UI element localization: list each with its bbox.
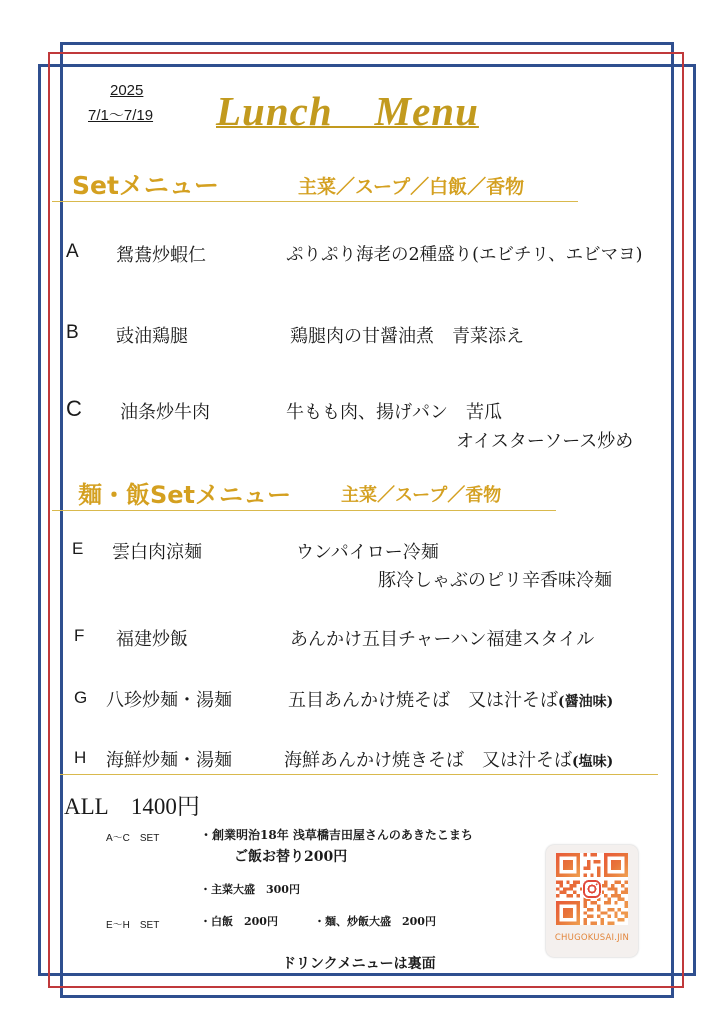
noodle-section-divider (52, 510, 556, 511)
item-desc-note: (塩味) (572, 754, 614, 770)
qr-card[interactable] (546, 845, 638, 957)
item-desc-2: 豚冷しゃぶのピリ辛香味冷麺 (378, 570, 612, 591)
item-letter: C (66, 396, 82, 421)
page-title: Lunch Menu (216, 88, 479, 134)
noodle-section-title: 麺・飯Setメニュー (78, 481, 292, 509)
item-desc-text: 海鮮あんかけ焼きそば 又は汁そば (284, 750, 572, 771)
price: ALL 1400円 (64, 794, 200, 819)
item-desc: 鶏腿肉の甘醤油煮 青菜添え (290, 326, 524, 347)
qr-label: CHUGOKUSAI.JIN (554, 933, 630, 943)
set-section-subtitle: 主菜／スープ／白飯／香物 (298, 176, 525, 198)
eh-set-label: E～H SET (106, 920, 160, 931)
year: 2025 (110, 82, 144, 99)
item-name: 豉油鶏腿 (116, 326, 188, 347)
period: 7/1～7/19 (88, 107, 154, 124)
item-desc-text: 五目あんかけ焼そば 又は汁そば (288, 690, 558, 711)
qr-code[interactable] (556, 853, 628, 925)
noodle-section-subtitle: 主菜／スープ／香物 (341, 485, 502, 506)
item-desc: 牛もも肉、揚げパン 苦瓜 (286, 402, 502, 423)
item-name: 鴛鴦炒蝦仁 (116, 245, 206, 266)
item-desc: ウンパイロー冷麺 (296, 542, 439, 563)
main-large-price: ・主菜大盛 300円 (200, 883, 300, 896)
item-letter: E (72, 539, 84, 558)
item-letter: B (66, 322, 79, 343)
item-desc (284, 746, 613, 772)
set-section-title: Setメニュー (72, 171, 219, 200)
item-desc (288, 686, 613, 712)
item-desc: ぷりぷり海老の2種盛り(エビチリ、エビマヨ) (286, 245, 643, 265)
noodle-section-bottom-divider (60, 774, 658, 775)
item-desc: あんかけ五目チャーハン福建スタイル (290, 629, 595, 650)
item-name: 油条炒牛肉 (120, 402, 210, 423)
item-desc-note: (醤油味) (558, 694, 614, 710)
item-letter: H (74, 748, 87, 767)
item-name: 八珍炒麺・湯麺 (106, 690, 232, 711)
drink-menu-note: ドリンクメニューは裏面 (282, 956, 436, 972)
set-section-divider (52, 201, 578, 202)
eh-rice-price: ・白飯 200円 (200, 915, 278, 928)
eh-large-price: ・麺、炒飯大盛 200円 (314, 915, 436, 928)
item-letter: A (66, 241, 79, 262)
ac-refill-price: ご飯お替り200円 (234, 849, 348, 865)
ac-set-label: A～C SET (106, 833, 160, 844)
item-letter: F (74, 626, 85, 645)
ac-rice-note: ・創業明治18年 浅草橋吉田屋さんのあきたこまち (200, 828, 473, 842)
item-desc-2: オイスターソース炒め (456, 431, 634, 452)
item-letter: G (74, 688, 88, 707)
item-name: 雲白肉涼麺 (112, 542, 202, 563)
item-name: 福建炒飯 (116, 629, 188, 650)
item-name: 海鮮炒麺・湯麺 (106, 750, 232, 771)
